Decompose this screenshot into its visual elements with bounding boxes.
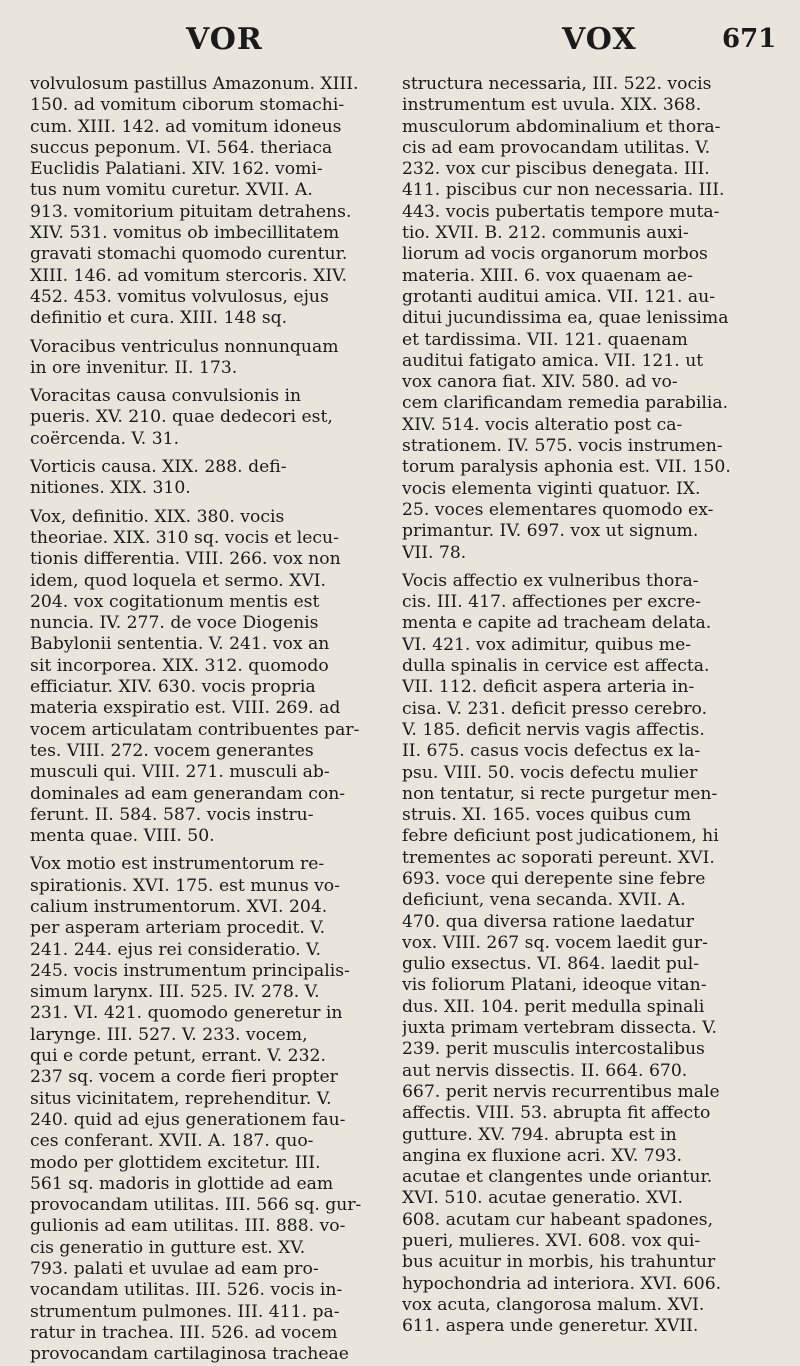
text-line: Voracitas causa convulsionis in — [30, 386, 302, 407]
text-line: gulionis ad eam utilitas. III. 888. vo- — [30, 1216, 346, 1237]
text-line: 611. aspera unde generetur. XVII. — [402, 1316, 699, 1337]
text-line: ferunt. II. 584. 587. vocis instru- — [30, 804, 314, 825]
text-line: vocandam utilitas. III. 526. vocis in- — [30, 1280, 343, 1301]
text-line: cisa. V. 231. deficit presso cerebro. — [402, 698, 708, 719]
text-line: Babylonii sententia. V. 241. vox an — [30, 634, 330, 655]
page-number: 671 — [722, 24, 777, 54]
text-line: tio. XVII. B. 212. communis auxi- — [402, 223, 689, 244]
text-line: 443. vocis pubertatis tempore muta- — [402, 201, 720, 222]
text-line: grotanti auditui amica. VII. 121. au- — [402, 286, 716, 307]
text-line: musculi qui. VIII. 271. musculi ab- — [30, 762, 330, 783]
text-line: volvulosum pastillus Amazonum. XIII. — [30, 74, 359, 94]
text-line: efficiatur. XIV. 630. vocis propria — [30, 677, 316, 698]
text-line: Vorticis causa. XIX. 288. defi- — [30, 457, 287, 478]
text-line: in ore invenitur. II. 173. — [30, 357, 238, 378]
text-line: vocem articulatam contribuentes par- — [30, 719, 360, 740]
text-line: febre deficiunt post judicationem, hi — [402, 826, 719, 847]
text-line: II. 675. casus vocis defectus ex la- — [402, 741, 701, 762]
text-line: pueris. XV. 210. quae dedecori est, — [30, 407, 333, 428]
text-line: succus peponum. VI. 564. theriaca — [30, 137, 333, 158]
text-line: 411. piscibus cur non necessaria. III. — [402, 180, 725, 201]
text-line: pueri, mulieres. XVI. 608. vox qui- — [402, 1231, 701, 1252]
text-line: vox acuta, clangorosa malum. XVI. — [402, 1294, 705, 1315]
text-line: hypochondria ad interiora. XVI. 606. — [402, 1273, 722, 1294]
text-line: 913. vomitorium pituitam detrahens. — [30, 201, 352, 222]
text-line: modo per glottidem excitetur. III. — [30, 1152, 321, 1173]
text-line: XIV. 531. vomitus ob imbecillitatem — [30, 223, 340, 244]
text-line: menta quae. VIII. 50. — [30, 826, 215, 847]
text-line: cem clarificandam remedia parabilia. — [402, 393, 729, 414]
text-line: et tardissima. VII. 121. quaenam — [402, 329, 688, 350]
text-line: nitiones. XIX. 310. — [30, 478, 191, 499]
text-line: definitio et cura. XIII. 148 sq. — [30, 308, 288, 329]
text-line: dus. XII. 104. perit medulla spinali — [402, 996, 705, 1017]
text-line: acutae et clangentes unde oriantur. — [402, 1167, 713, 1188]
text-line: bus acuitur in morbis, his trahuntur — [402, 1252, 716, 1273]
text-line: strumentum pulmones. III. 411. pa- — [30, 1301, 340, 1322]
text-line: Euclidis Palatiani. XIV. 162. vomi- — [30, 159, 323, 180]
text-line: deficiunt, vena secanda. XVII. A. — [402, 890, 686, 911]
text-line: dominales ad eam generandam con- — [30, 783, 346, 804]
text-line: juxta primam vertebram dissecta. V. — [402, 1018, 718, 1039]
text-line: XIII. 146. ad vomitum stercoris. XIV. — [30, 265, 348, 286]
left-column — [30, 74, 396, 1366]
text-line — [30, 450, 396, 457]
text-line: Voracibus ventriculus nonnunquam — [30, 336, 339, 357]
text-line: idem, quod loquela et sermo. XVI. — [30, 570, 326, 591]
text-line: psu. VIII. 50. vocis defectu mulier — [402, 762, 698, 783]
text-line: cis ad eam provocandam utilitas. V. — [402, 137, 711, 158]
text-line: coërcenda. V. 31. — [30, 428, 180, 449]
text-line: structura necessaria, III. 522. vocis — [402, 74, 712, 94]
text-line: nuncia. IV. 277. de voce Diogenis — [30, 613, 319, 634]
text-line: tus num vomitu curetur. XVII. A. — [30, 180, 313, 201]
text-line: cum. XIII. 142. ad vomitum idoneus — [30, 116, 342, 137]
text-line: ditui jucundissima ea, quae lenissima — [402, 308, 729, 329]
text-line: 232. vox cur piscibus denegata. III. — [402, 159, 710, 180]
running-head-right: VOX — [562, 22, 637, 57]
text-line: cis generatio in gutture est. XV. — [30, 1237, 306, 1258]
text-line: musculorum abdominalium et thora- — [402, 116, 721, 137]
text-line: 245. vocis instrumentum principalis- — [30, 960, 350, 981]
text-line: XVI. 510. acutae generatio. XVI. — [402, 1188, 683, 1209]
text-line: vis foliorum Platani, ideoque vitan- — [402, 975, 707, 996]
text-line — [30, 500, 396, 507]
text-line: provocandam utilitas. III. 566 sq. gur- — [30, 1195, 362, 1216]
text-line: vocis elementa viginti quatuor. IX. — [402, 478, 701, 499]
text-line: VII. 78. — [402, 542, 467, 563]
text-line: VII. 112. deficit aspera arteria in- — [402, 677, 695, 698]
text-line: angina ex fluxione acri. XV. 793. — [402, 1145, 683, 1166]
right-column — [402, 74, 768, 1338]
text-line: 452. 453. vomitus volvulosus, ejus — [30, 286, 329, 307]
text-line: qui e corde petunt, errant. V. 232. — [30, 1046, 326, 1067]
text-line: strationem. IV. 575. vocis instrumen- — [402, 436, 723, 457]
text-line: simum larynx. III. 525. IV. 278. V. — [30, 982, 320, 1003]
text-line: Vocis affectio ex vulneribus thora- — [402, 570, 699, 591]
text-line: 793. palati et uvulae ad eam pro- — [30, 1259, 319, 1280]
text-line: vox. VIII. 267 sq. vocem laedit gur- — [402, 932, 708, 953]
text-line: trementes ac soporati pereunt. XVI. — [402, 847, 715, 868]
text-line: Vox, definitio. XIX. 380. vocis — [30, 506, 285, 527]
text-line: vox canora fiat. XIV. 580. ad vo- — [402, 372, 678, 393]
text-line: provocandam cartilaginosa tracheae — [30, 1344, 349, 1365]
text-line — [30, 330, 396, 337]
text-line — [30, 847, 396, 854]
text-line: 231. VI. 421. quomodo generetur in — [30, 1003, 343, 1024]
text-line: 241. 244. ejus rei consideratio. V. — [30, 939, 321, 960]
text-line: gulio exsectus. VI. 864. laedit pul- — [402, 954, 700, 975]
text-line: Vox motio est instrumentorum re- — [30, 854, 325, 875]
text-line: 470. qua diversa ratione laedatur — [402, 911, 694, 932]
text-line: tionis differentia. VIII. 266. vox non — [30, 549, 341, 570]
text-line: situs vicinitatem, reprehenditur. V. — [30, 1088, 332, 1109]
text-line: cis. III. 417. affectiones per excre- — [402, 592, 701, 613]
text-line: instrumentum est uvula. XIX. 368. — [402, 95, 702, 116]
text-line: tes. VIII. 272. vocem generantes — [30, 740, 314, 761]
text-line: larynge. III. 527. V. 233. vocem, — [30, 1024, 308, 1045]
text-line: aut nervis dissectis. II. 664. 670. — [402, 1060, 688, 1081]
text-line: 204. vox cogitationum mentis est — [30, 591, 320, 612]
text-line: torum paralysis aphonia est. VII. 150. — [402, 457, 731, 478]
text-line: XIV. 514. vocis alteratio post ca- — [402, 414, 683, 435]
text-line: menta e capite ad tracheam delata. — [402, 613, 712, 634]
text-line: sit incorporea. XIX. 312. quomodo — [30, 655, 329, 676]
text-line: calium instrumentorum. XVI. 204. — [30, 896, 328, 917]
text-line: non tentatur, si recte purgetur men- — [402, 783, 718, 804]
text-line: materia. XIII. 6. vox quaenam ae- — [402, 265, 693, 286]
text-line — [30, 379, 396, 386]
text-line: spirationis. XVI. 175. est munus vo- — [30, 875, 340, 896]
text-line: 237 sq. vocem a corde fieri propter — [30, 1067, 338, 1088]
text-line: ces conferant. XVII. A. 187. quo- — [30, 1131, 314, 1152]
text-line: 667. perit nervis recurrentibus male — [402, 1081, 720, 1102]
text-line: gravati stomachi quomodo curentur. — [30, 244, 348, 265]
text-line: ratur in trachea. III. 526. ad vocem — [30, 1322, 338, 1343]
text-line: per asperam arteriam procedit. V. — [30, 918, 326, 939]
text-line: 693. voce qui derepente sine febre — [402, 868, 706, 889]
text-line — [402, 564, 768, 571]
text-line: dulla spinalis in cervice est affecta. — [402, 656, 710, 677]
text-line: gutture. XV. 794. abrupta est in — [402, 1124, 677, 1145]
text-line: 25. voces elementares quomodo ex- — [402, 499, 714, 520]
text-line: 240. quid ad ejus generationem fau- — [30, 1109, 346, 1130]
text-line: liorum ad vocis organorum morbos — [402, 244, 708, 265]
text-line: 608. acutam cur habeant spadones, — [402, 1209, 714, 1230]
text-line: 561 sq. madoris in glottide ad eam — [30, 1173, 334, 1194]
text-line: theoriae. XIX. 310 sq. vocis et lecu- — [30, 527, 339, 548]
text-line: primantur. IV. 697. vox ut signum. — [402, 521, 699, 542]
text-line: V. 185. deficit nervis vagis affectis. — [402, 719, 705, 740]
text-line: materia exspiratio est. VIII. 269. ad — [30, 698, 341, 719]
text-line: affectis. VIII. 53. abrupta fit affecto — [402, 1103, 711, 1124]
text-line: 150. ad vomitum ciborum stomachi- — [30, 95, 345, 116]
text-line: VI. 421. vox adimitur, quibus me- — [402, 634, 692, 655]
running-head-left: VOR — [186, 22, 263, 57]
text-line: auditui fatigato amica. VII. 121. ut — [402, 350, 704, 371]
text-line: struis. XI. 165. voces quibus cum — [402, 805, 691, 826]
text-line: 239. perit musculis intercostalibus — [402, 1039, 705, 1060]
